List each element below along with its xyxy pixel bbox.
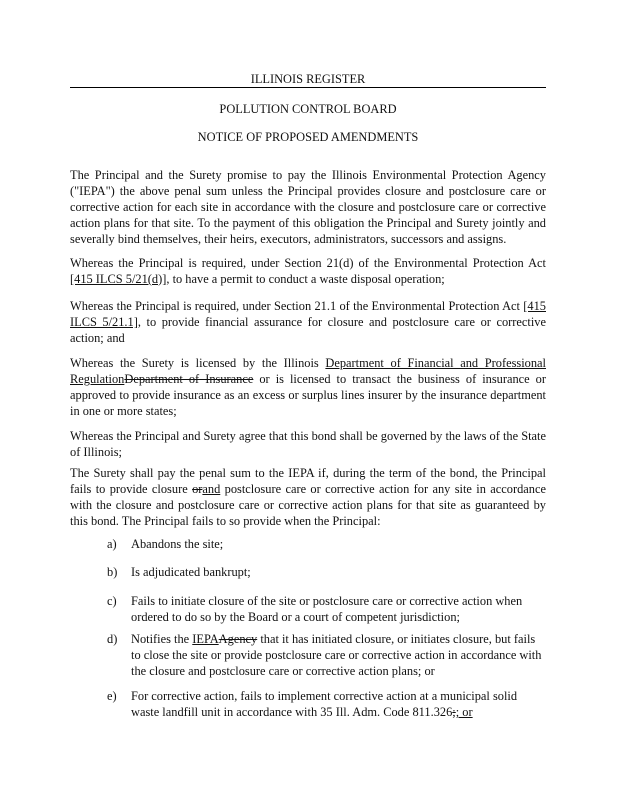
text-segment: Whereas the Surety is licensed by the Illinois	[70, 356, 326, 370]
item-text	[131, 631, 546, 679]
paragraph-promise: The Principal and the Surety promise to pay the Illinois Environmental Protection Agency ("IEPA") the above penal sum unless the Principal provides closure and postclosure care or corrective action for each site in accordance with the closure and postclosure care or corrective action plans for that site. To the payment of this obligation the Principal and Surety jointly and severally bind themselves, their heirs, executors, administrators, successors and assigns.	[70, 168, 546, 246]
item-text: Abandons the site;	[131, 537, 224, 551]
inserted-text: IEPA	[192, 632, 219, 646]
inserted-text: ; or	[455, 705, 473, 719]
item-text	[131, 688, 546, 720]
deleted-text: Department of Insurance	[124, 372, 254, 386]
deleted-text: Agency	[218, 632, 258, 646]
text-segment: , to provide financial assurance for closure and postclosure care or corrective action; and	[70, 315, 547, 345]
paragraph-whereas-permit	[70, 255, 546, 287]
header-rule	[70, 87, 546, 88]
text-segment: or is licensed to transact the business of insurance or approved to provide insurance as an excess or surplus lines insurer by the insurance department in one or more states;	[70, 372, 546, 418]
text-segment: Whereas the Principal is required, under Section 21.1 of the Environmental Protection Act	[70, 299, 524, 313]
text-segment: Whereas the Principal is required, under Section 21(d) of the Environmental Protection Act	[70, 256, 546, 270]
text-segment: postclosure care or corrective action for any site in accordance with the closure and postclosure care or corrective action plans for that site as guaranteed by this bond. The Principal fails to so provide when the Principal:	[70, 482, 546, 528]
notice-title: NOTICE OF PROPOSED AMENDMENTS	[197, 130, 419, 144]
text-segment: The Surety shall pay the penal sum to the IEPA if, during the term of the bond, the Principal fails to provide closure	[70, 466, 546, 496]
deleted-text: ;	[452, 705, 456, 719]
paragraph-surety-pay	[70, 465, 546, 529]
deleted-text: or	[192, 482, 203, 496]
register-title: ILLINOIS REGISTER	[250, 72, 366, 86]
text-segment: Notifies the	[131, 632, 193, 646]
paragraph-whereas-surety	[70, 355, 546, 419]
paragraph-whereas-governed: Whereas the Principal and Surety agree that this bond shall be governed by the laws of the State of Illinois;	[70, 429, 546, 459]
item-label: b)	[107, 565, 118, 579]
inserted-citation: [415 ILCS 5/21.1]	[70, 299, 546, 329]
inserted-citation: [415 ILCS 5/21(d)]	[70, 272, 167, 286]
text-segment: For corrective action, fails to implement corrective action at a municipal solid waste landfill unit in accordance with 35 Ill. Adm. Code 811.326	[131, 689, 518, 719]
inserted-text: Department of Financial and Professional Regulation	[70, 356, 546, 386]
item-text: Is adjudicated bankrupt;	[131, 565, 251, 579]
paragraph-whereas-assurance	[70, 298, 546, 346]
text-segment: that it has initiated closure, or initiates closure, but fails to close the site or provide postclosure care or corrective action in accordance with the closure and postclosure care or corrective action plans; or	[131, 632, 542, 678]
item-label: d)	[107, 632, 118, 646]
item-label: a)	[107, 537, 117, 551]
item-text: Fails to initiate closure of the site or postclosure care or corrective action when ordered to do so by the Board or a court of competent jurisdiction;	[131, 594, 523, 624]
board-title: POLLUTION CONTROL BOARD	[219, 102, 397, 116]
inserted-text: and	[202, 482, 221, 496]
item-label: c)	[107, 594, 117, 608]
text-segment: , to have a permit to conduct a waste disposal operation;	[166, 272, 445, 286]
item-label: e)	[107, 689, 117, 703]
